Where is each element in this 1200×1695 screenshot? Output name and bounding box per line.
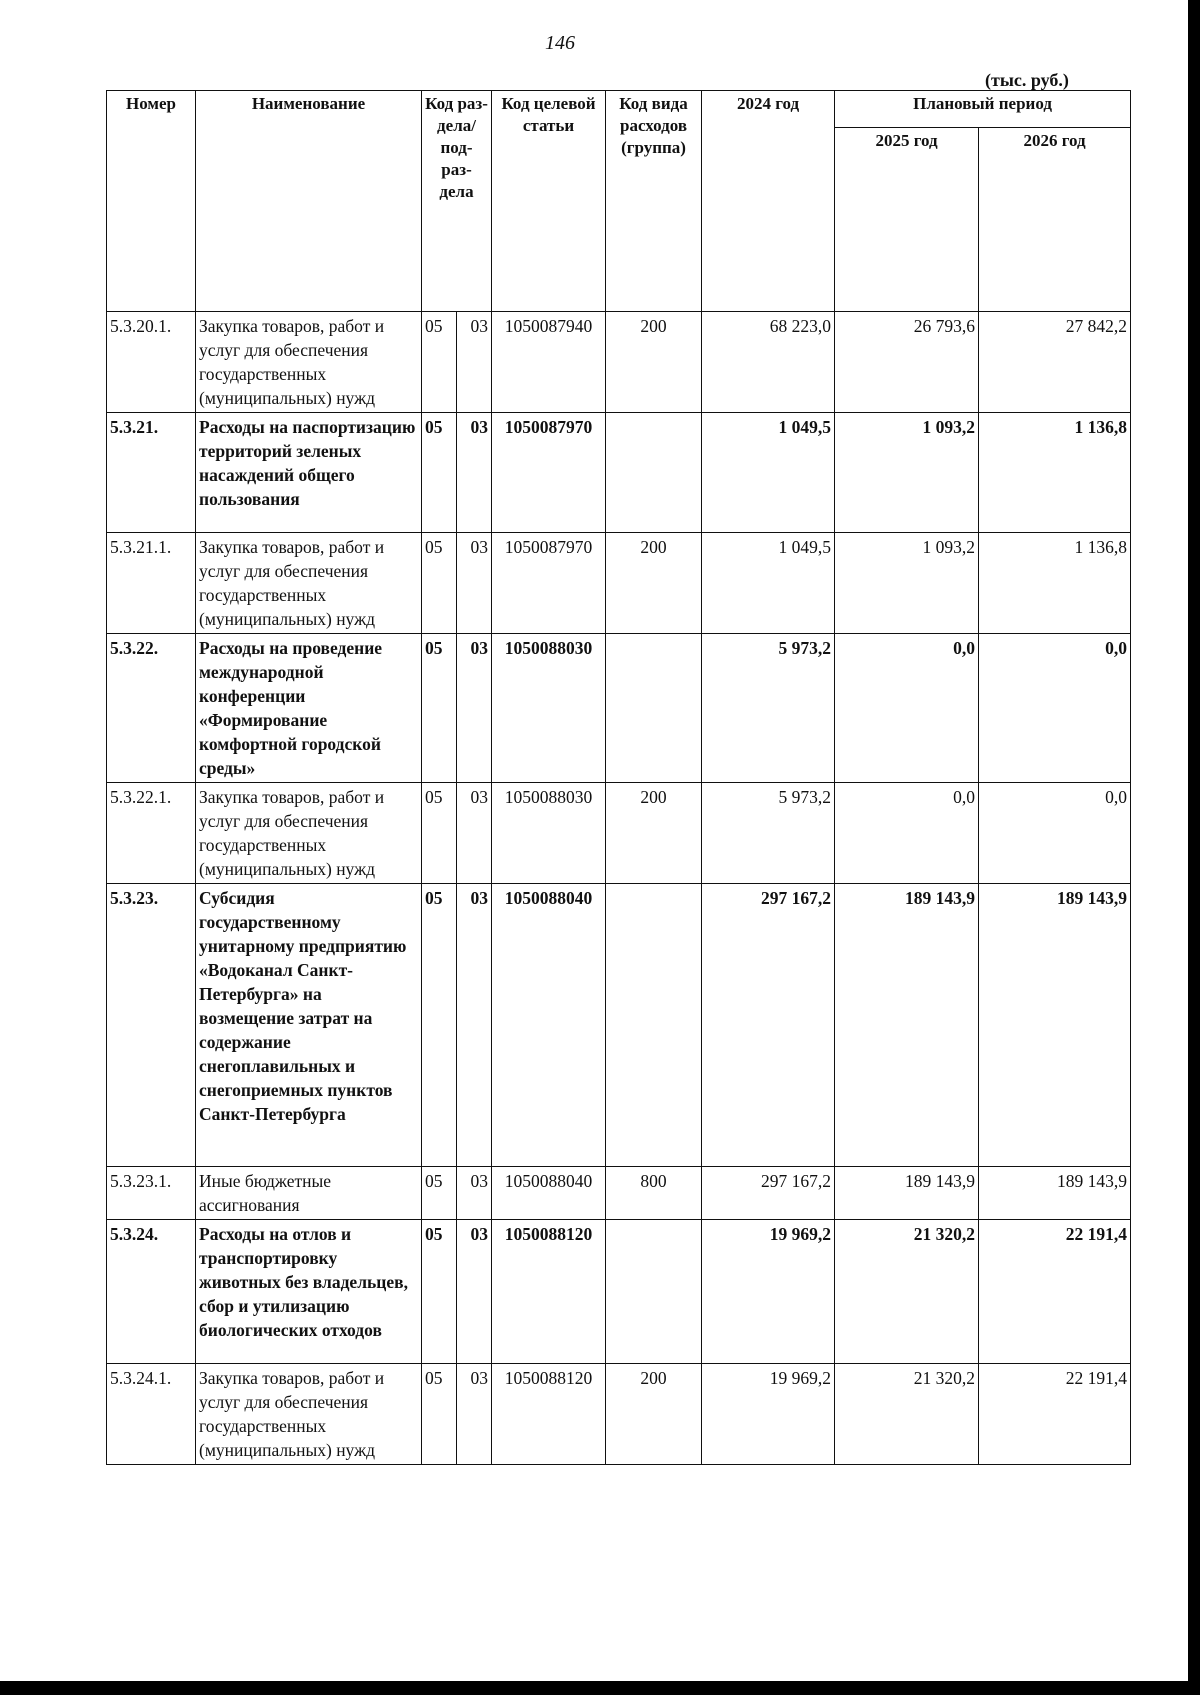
row-number: 5.3.23. — [107, 884, 196, 1167]
table-row — [107, 312, 1131, 413]
row-section: 05 — [422, 312, 457, 413]
row-2024: 1 049,5 — [702, 413, 835, 533]
row-expense-type — [606, 884, 702, 1167]
row-section: 05 — [422, 1167, 457, 1220]
row-expense-type: 200 — [606, 533, 702, 634]
row-2024: 5 973,2 — [702, 783, 835, 884]
row-number: 5.3.22.1. — [107, 783, 196, 884]
row-name: Субсидия государственному унитарному предприятию «Водоканал Санкт-Петербурга» на возмещение затрат на содержание снегоплавильных и снегоприемных пунктов Санкт-Петербурга — [196, 884, 422, 1167]
header-name: Наименование — [196, 91, 422, 312]
table-row — [107, 1167, 1131, 1220]
row-name: Закупка товаров, работ и услуг для обеспечения государственных (муниципальных) нужд — [196, 312, 422, 413]
row-number: 5.3.20.1. — [107, 312, 196, 413]
row-target-code: 1050087970 — [492, 413, 606, 533]
units-label: (тыс. руб.) — [985, 70, 1069, 90]
row-name: Закупка товаров, работ и услуг для обеспечения государственных (муниципальных) нужд — [196, 1364, 422, 1465]
header-expense-type: Код вида расходов (группа) — [606, 91, 702, 312]
row-target-code: 1050088030 — [492, 634, 606, 783]
header-planned-period: Плановый период — [835, 91, 1131, 128]
row-subsection: 03 — [457, 312, 492, 413]
row-section: 05 — [422, 1364, 457, 1465]
header-section-code: Код раз- дела/ под- раз- дела — [422, 91, 492, 312]
page-number: 146 — [545, 32, 575, 54]
row-expense-type — [606, 634, 702, 783]
row-2025: 26 793,6 — [835, 312, 979, 413]
row-2026: 0,0 — [979, 634, 1131, 783]
row-subsection: 03 — [457, 783, 492, 884]
row-2025: 189 143,9 — [835, 884, 979, 1167]
header-2025: 2025 год — [835, 128, 979, 312]
row-expense-type: 200 — [606, 783, 702, 884]
row-2025: 0,0 — [835, 783, 979, 884]
row-2025: 21 320,2 — [835, 1364, 979, 1465]
row-2026: 22 191,4 — [979, 1220, 1131, 1364]
row-section: 05 — [422, 533, 457, 634]
row-2024: 5 973,2 — [702, 634, 835, 783]
row-2024: 297 167,2 — [702, 884, 835, 1167]
row-number: 5.3.23.1. — [107, 1167, 196, 1220]
row-subsection: 03 — [457, 634, 492, 783]
row-2024: 1 049,5 — [702, 533, 835, 634]
table-row — [107, 533, 1131, 634]
row-number: 5.3.21.1. — [107, 533, 196, 634]
row-number: 5.3.21. — [107, 413, 196, 533]
row-2024: 19 969,2 — [702, 1364, 835, 1465]
table-row — [107, 413, 1131, 533]
row-section: 05 — [422, 413, 457, 533]
row-subsection: 03 — [457, 533, 492, 634]
row-2026: 0,0 — [979, 783, 1131, 884]
row-number: 5.3.24. — [107, 1220, 196, 1364]
row-2026: 1 136,8 — [979, 413, 1131, 533]
row-section: 05 — [422, 783, 457, 884]
row-subsection: 03 — [457, 1167, 492, 1220]
row-2024: 297 167,2 — [702, 1167, 835, 1220]
row-expense-type: 200 — [606, 1364, 702, 1465]
table-row — [107, 634, 1131, 783]
row-2024: 19 969,2 — [702, 1220, 835, 1364]
row-2025: 1 093,2 — [835, 533, 979, 634]
row-2026: 1 136,8 — [979, 533, 1131, 634]
row-target-code: 1050088040 — [492, 884, 606, 1167]
row-name: Расходы на проведение международной конференции «Формирование комфортной городской среды» — [196, 634, 422, 783]
table-row — [107, 1220, 1131, 1364]
row-name: Иные бюджетные ассигнования — [196, 1167, 422, 1220]
header-number: Номер — [107, 91, 196, 312]
row-subsection: 03 — [457, 1220, 492, 1364]
row-name: Закупка товаров, работ и услуг для обеспечения государственных (муниципальных) нужд — [196, 783, 422, 884]
table-header — [107, 91, 1131, 312]
row-target-code: 1050088120 — [492, 1220, 606, 1364]
row-target-code: 1050087940 — [492, 312, 606, 413]
row-2026: 189 143,9 — [979, 884, 1131, 1167]
row-subsection: 03 — [457, 413, 492, 533]
row-number: 5.3.24.1. — [107, 1364, 196, 1465]
row-2026: 189 143,9 — [979, 1167, 1131, 1220]
header-2026: 2026 год — [979, 128, 1131, 312]
scan-border-bottom — [0, 1681, 1200, 1695]
row-section: 05 — [422, 1220, 457, 1364]
row-target-code: 1050088030 — [492, 783, 606, 884]
table-row — [107, 1364, 1131, 1465]
row-name: Расходы на паспортизацию территорий зеленых насаждений общего пользования — [196, 413, 422, 533]
header-target-code: Код целевой статьи — [492, 91, 606, 312]
row-subsection: 03 — [457, 1364, 492, 1465]
row-2025: 21 320,2 — [835, 1220, 979, 1364]
row-2025: 1 093,2 — [835, 413, 979, 533]
row-2026: 27 842,2 — [979, 312, 1131, 413]
row-2025: 0,0 — [835, 634, 979, 783]
row-2026: 22 191,4 — [979, 1364, 1131, 1465]
row-target-code: 1050088120 — [492, 1364, 606, 1465]
row-section: 05 — [422, 884, 457, 1167]
row-section: 05 — [422, 634, 457, 783]
row-expense-type — [606, 413, 702, 533]
budget-table — [106, 90, 1131, 1465]
header-2024: 2024 год — [702, 91, 835, 312]
row-2024: 68 223,0 — [702, 312, 835, 413]
row-expense-type — [606, 1220, 702, 1364]
table-row — [107, 783, 1131, 884]
row-expense-type: 800 — [606, 1167, 702, 1220]
row-2025: 189 143,9 — [835, 1167, 979, 1220]
row-number: 5.3.22. — [107, 634, 196, 783]
row-name: Расходы на отлов и транспортировку животных без владельцев, сбор и утилизацию биологических отходов — [196, 1220, 422, 1364]
row-subsection: 03 — [457, 884, 492, 1167]
scan-border-right — [1188, 0, 1200, 1695]
row-expense-type: 200 — [606, 312, 702, 413]
table-row — [107, 884, 1131, 1167]
row-target-code: 1050087970 — [492, 533, 606, 634]
row-target-code: 1050088040 — [492, 1167, 606, 1220]
row-name: Закупка товаров, работ и услуг для обеспечения государственных (муниципальных) нужд — [196, 533, 422, 634]
table-body — [107, 312, 1131, 1465]
